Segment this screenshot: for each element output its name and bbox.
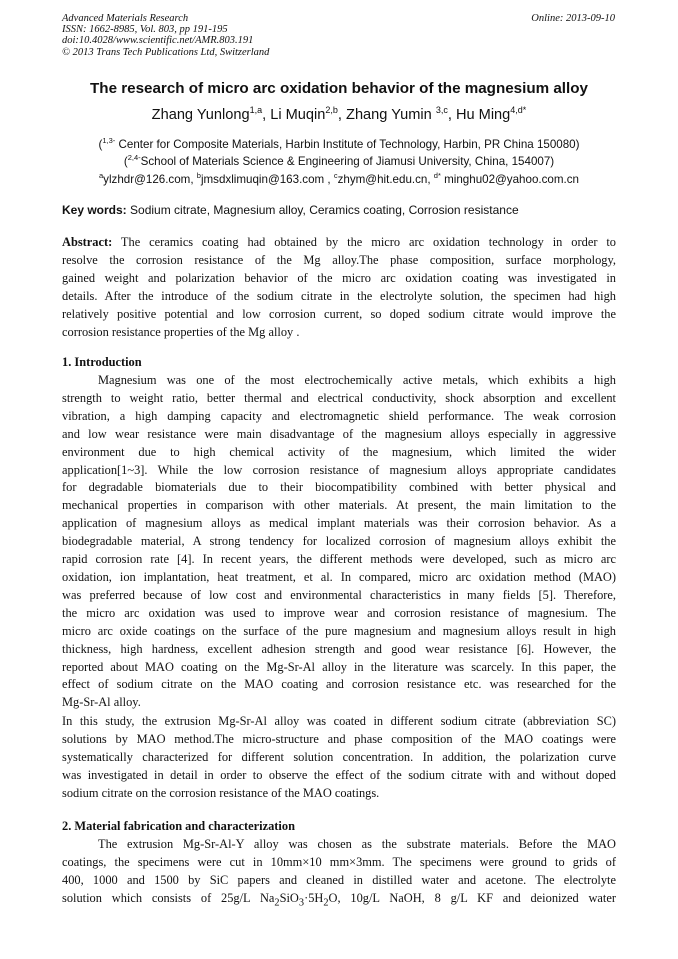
text-line: environment due to high chemical activity of the magnesium, which limited the wider — [62, 444, 616, 459]
text-line: details. After the introduce of the sodium citrate in the electrolyte solution, the specimen had high — [62, 288, 616, 303]
text-line: was investigated in detail in order to observe the effect of the sodium citrate with and without doped — [62, 767, 616, 782]
text-line: Magnesium was one of the most electrochemically active metals, which exhibits a high — [98, 373, 616, 387]
section-heading-materials: 2. Material fabrication and characterization — [62, 819, 295, 833]
keywords-label: Key words: — [62, 203, 127, 217]
text-line: micro arc oxide coatings on the surface of the pure magnesium and magnesium alloys result in high — [62, 623, 616, 638]
affiliation-text: School of Materials Science & Engineering of Jiamusi University, China, 154007) — [140, 154, 555, 168]
author-sup: 2,b — [325, 105, 338, 115]
author-name: Hu Ming — [455, 106, 511, 123]
affiliation-1: ($^{1,3-}$ Center for Composite Materials, Harbin Institute of Technology, Harbin, PR China 150080) — [98, 136, 580, 151]
text-line: rapid corrosion rate [4]. In recent years, the different methods were developed, such as micro arc — [62, 552, 616, 567]
text-line: effect of sodium citrate on the MAO coating and corrosion resistance etc. was researched for the — [62, 677, 616, 692]
text-line-formula: solution which consists of 25g/L $Na_2SiO_3\cdot 5H_2O$, 10g/L NaOH, 8 g/L KF and deionized water — [62, 890, 616, 909]
author-name: Li Muqin — [270, 106, 326, 123]
text-line: In this study, the extrusion Mg-Sr-Al alloy was coated in different sodium citrate (abbreviation SC) — [62, 714, 616, 728]
abstract-label: Abstract: — [62, 235, 113, 249]
section-heading-introduction: 1. Introduction — [62, 355, 142, 369]
text-line: Abstract: The ceramics coating had obtained by the micro arc oxidation technology in order to — [62, 235, 616, 249]
author-name: Zhang Yunlong — [151, 106, 250, 123]
text-line: application of magnesium alloys as medical implant materials was their corrosion behavior. As a — [62, 516, 616, 531]
doi-line: doi:10.4028/www.scientific.net/AMR.803.191 — [62, 35, 254, 47]
keywords-text: Sodium citrate, Magnesium alloy, Ceramics coating, Corrosion resistance — [126, 203, 519, 217]
text-line: mechanical properties in comparison with other materials. At present, the main limitation to the — [62, 498, 616, 513]
materials-paragraph — [62, 836, 616, 912]
text-line: gained weight and polarization behavior of the micro arc oxidation coating was investigated in — [62, 270, 616, 285]
author-sup: 4,d* — [510, 105, 527, 115]
text-line: systematically characterized for different solution concentration. In addition, the polarization curve — [62, 749, 616, 764]
email-link[interactable]: jmsdxlimuqin@163.com , — [200, 172, 334, 186]
email-sup: d* — [433, 171, 441, 180]
email-sup: a — [99, 171, 104, 180]
text-line: biodegradable material, A strong tendency for localized corrosion of magnesium alloys exhibit the — [62, 534, 616, 549]
keywords — [62, 203, 638, 217]
text-line: relatively positive potential and low corrosion current, so doped sodium citrate would improve the — [62, 306, 616, 321]
text-line: and low wear resistance were main disadvantage of the magnesium alloys especially in aggressive — [62, 426, 616, 441]
author-list: Zhang Yunlong$^{1,a}$, Li Muqin$^{2,b}$, Zhang Yumin $^{3,c}$, Hu Ming$^{4,d*}$ — [151, 105, 527, 123]
affiliation-text: Center for Composite Materials, Harbin Institute of Technology, Harbin, PR China 150080) — [115, 137, 580, 151]
journal-name: Advanced Materials Research — [62, 13, 189, 24]
issn-line: ISSN: 1662-8985, Vol. 803, pp 191-195 — [62, 24, 228, 36]
copyright-line: © 2013 Trans Tech Publications Ltd, Switzerland — [62, 46, 270, 58]
email-link[interactable]: ylzhdr@126.com, — [103, 172, 197, 186]
text-line: vibration, a high damping capacity and electromagnetic shield performance. The weak corrosion — [62, 408, 616, 423]
text-line: oxidation, ion implantation, heat treatment, et al. In compared, micro arc oxidation method (MAO) — [62, 569, 616, 584]
text-line: application[1~3]. While the low corrosion resistance of magnesium alloys appropriate candidates — [62, 462, 616, 477]
text-line: Mg-Sr-Al alloy. — [62, 695, 141, 710]
introduction-paragraph-2 — [62, 713, 616, 803]
affiliation-2: ($^{2,4-}$School of Materials Science & Engineering of Jiamusi University, China, 154007) — [123, 153, 555, 168]
text-line: sodium citrate on the corrosion resistance of the MAO coatings. — [62, 785, 380, 800]
affiliation-sup: 1,3- — [102, 136, 116, 145]
text-line: thickness, high hardness, excellent adhesion strength and good wear resistance [6]. However, the — [62, 641, 616, 656]
abstract — [62, 234, 616, 341]
email-link[interactable]: minghu02@yahoo.com.cn — [440, 172, 579, 186]
text-line: was preferred because of low cost and environmental characteristics in many fields [5]. Therefore, — [62, 587, 616, 602]
author-sup: 3,c — [435, 105, 448, 115]
text-line: corrosion resistance properties of the Mg alloy . — [62, 324, 300, 339]
author-sup: 1,a — [249, 105, 263, 115]
text-line: resolve the corrosion resistance of the Mg alloy.The phase composition, surface morphology, — [62, 252, 616, 267]
text-line: for degradable biomaterials due to their biocompatibility combined with better physical and — [62, 480, 616, 495]
text-line: 400, 1000 and 1500 by SiC papers and cleaned in distilled water and acetone. The electrolyte — [62, 872, 616, 887]
author-name: Zhang Yumin — [346, 106, 436, 123]
affiliation-sup: 2,4- — [127, 153, 141, 162]
introduction-paragraph-1 — [62, 372, 616, 712]
text-line: coatings, the specimens were cut in 10mm×10 mm×3mm. The specimens were ground to grids of — [62, 854, 616, 869]
text-line: solutions by MAO method.The micro-structure and phase composition of the MAO coatings were — [62, 731, 616, 746]
text-line: reported about MAO coating on the Mg-Sr-Al alloy in the literature was scarcely. In this paper, the — [62, 659, 616, 674]
paper-title: The research of micro arc oxidation behavior of the magnesium alloy — [90, 80, 588, 97]
text-line: strength to weight ratio, better thermal and electrical conductivity, shock absorption and excellent — [62, 390, 616, 405]
text-line: The extrusion Mg-Sr-Al-Y alloy was chosen as the substrate materials. Before the MAO — [98, 837, 616, 851]
email-sup: b — [196, 171, 201, 180]
email-link[interactable]: zhym@hit.edu.cn, — [337, 172, 434, 186]
email-sup: c — [333, 171, 338, 180]
online-date: Online: 2013-09-10 — [531, 13, 615, 24]
journal-header — [62, 13, 615, 58]
email-list — [20, 171, 658, 186]
text-line: the micro arc oxidation was used to improve wear and corrosion resistance of magnesium. The — [62, 605, 616, 620]
